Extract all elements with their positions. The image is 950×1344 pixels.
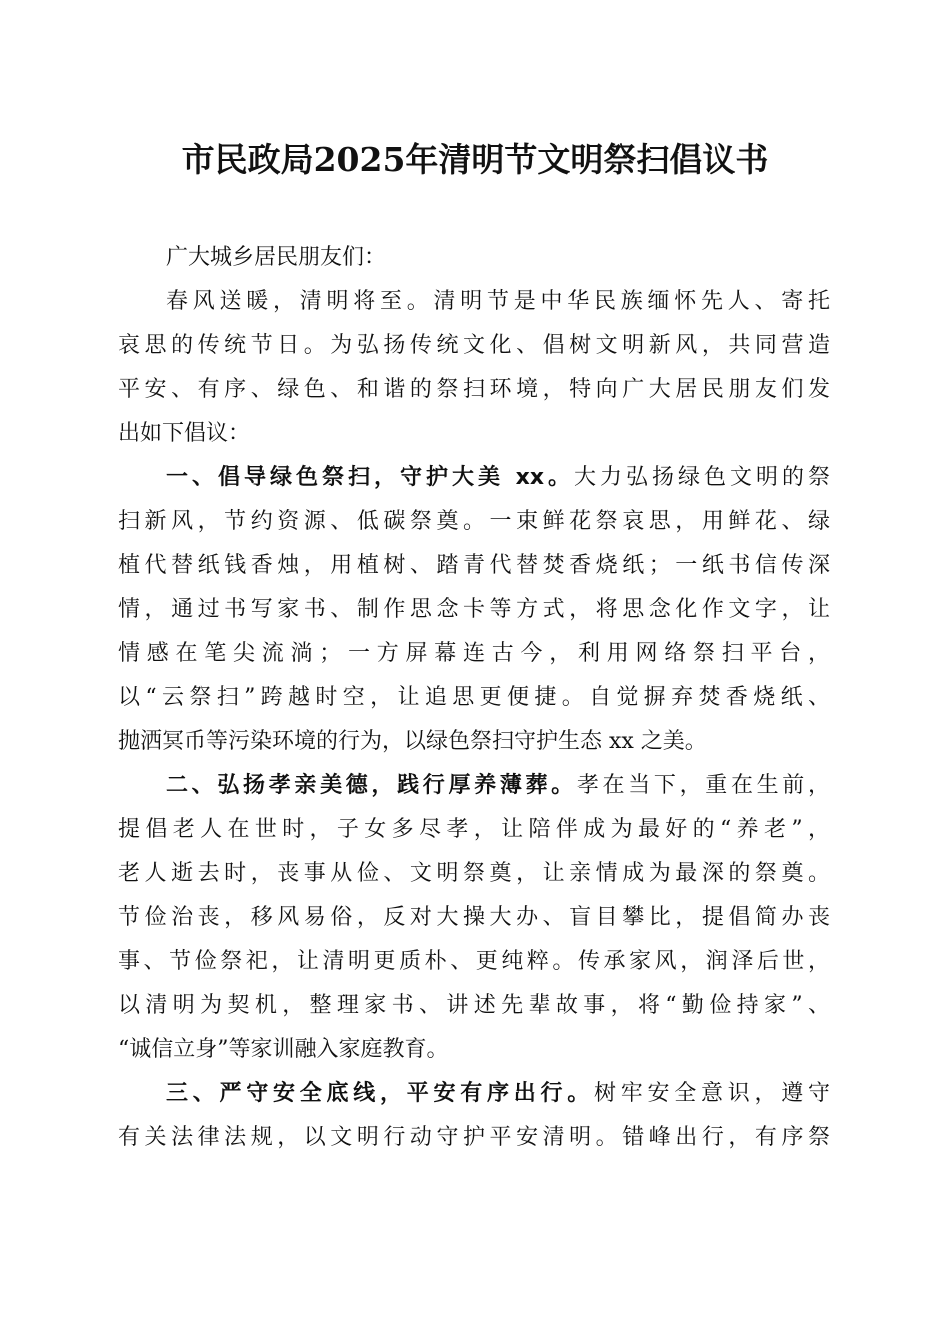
section1-line: 情感在笔尖流淌；一方屏幕连古今，利用网络祭扫平台，	[118, 641, 830, 666]
section2-line: 老人逝去时，丧事从俭、文明祭奠，让亲情成为最深的祭奠。	[118, 861, 830, 886]
section1-line: 情，通过书写家书、制作思念卡等方式，将思念化作文字，让	[118, 597, 830, 622]
section1-line: 植代替纸钱香烛，用植树、踏青代替焚香烧纸；一纸书信传深	[118, 553, 830, 578]
intro-line: 出如下倡议：	[118, 421, 251, 446]
document-title: 市民政局2025年清明节文明祭扫倡议书	[181, 140, 769, 179]
section1-line: 扫新风，节约资源、低碳祭奠。一束鲜花祭哀思，用鲜花、绿	[118, 509, 830, 534]
section2-line: 以清明为契机，整理家书、讲述先辈故事，将“勤俭持家”、	[118, 993, 830, 1018]
section3-first-line	[118, 1072, 830, 1116]
section2-heading: 二、弘扬孝亲美德，践行厚养薄葬。	[166, 773, 577, 798]
section1-line: 抛洒冥币等污染环境的行为，以绿色祭扫守护生态 xx 之美。	[118, 729, 707, 754]
section1-heading: 一、倡导绿色祭扫，守护大美 xx。	[166, 465, 575, 490]
intro-line: 哀思的传统节日。为弘扬传统文化、倡树文明新风，共同营造	[118, 333, 830, 358]
section2-line: 事、节俭祭祀，让清明更质朴、更纯粹。传承家风，润泽后世，	[118, 949, 830, 974]
section1-first-text: 大力弘扬绿色文明的祭	[574, 465, 830, 490]
section2-line: “诚信立身”等家训融入家庭教育。	[118, 1037, 449, 1062]
document-body	[118, 236, 830, 1160]
intro-line: 平安、有序、绿色、和谐的祭扫环境，特向广大居民朋友们发	[118, 377, 830, 402]
section1-first-line	[118, 456, 830, 500]
section3-line: 有关法律法规，以文明行动守护平安清明。错峰出行，有序祭	[118, 1125, 830, 1150]
intro-line: 春风送暖，清明将至。清明节是中华民族缅怀先人、寄托	[166, 289, 830, 314]
salutation: 广大城乡居民朋友们：	[166, 245, 387, 270]
section1-line: 以“云祭扫”跨越时空，让追思更便捷。自觉摒弃焚香烧纸、	[118, 685, 830, 710]
section2-line: 节俭治丧，移风易俗，反对大操大办、盲目攀比，提倡简办丧	[118, 905, 830, 930]
section2-first-text: 孝在当下，重在生前，	[576, 773, 830, 798]
section2-first-line	[118, 764, 830, 808]
section3-heading: 三、严守安全底线，平安有序出行。	[166, 1081, 594, 1106]
section3-first-text: 树牢安全意识，遵守	[593, 1081, 830, 1106]
section2-line: 提倡老人在世时，子女多尽孝，让陪伴成为最好的“养老”，	[118, 817, 830, 842]
